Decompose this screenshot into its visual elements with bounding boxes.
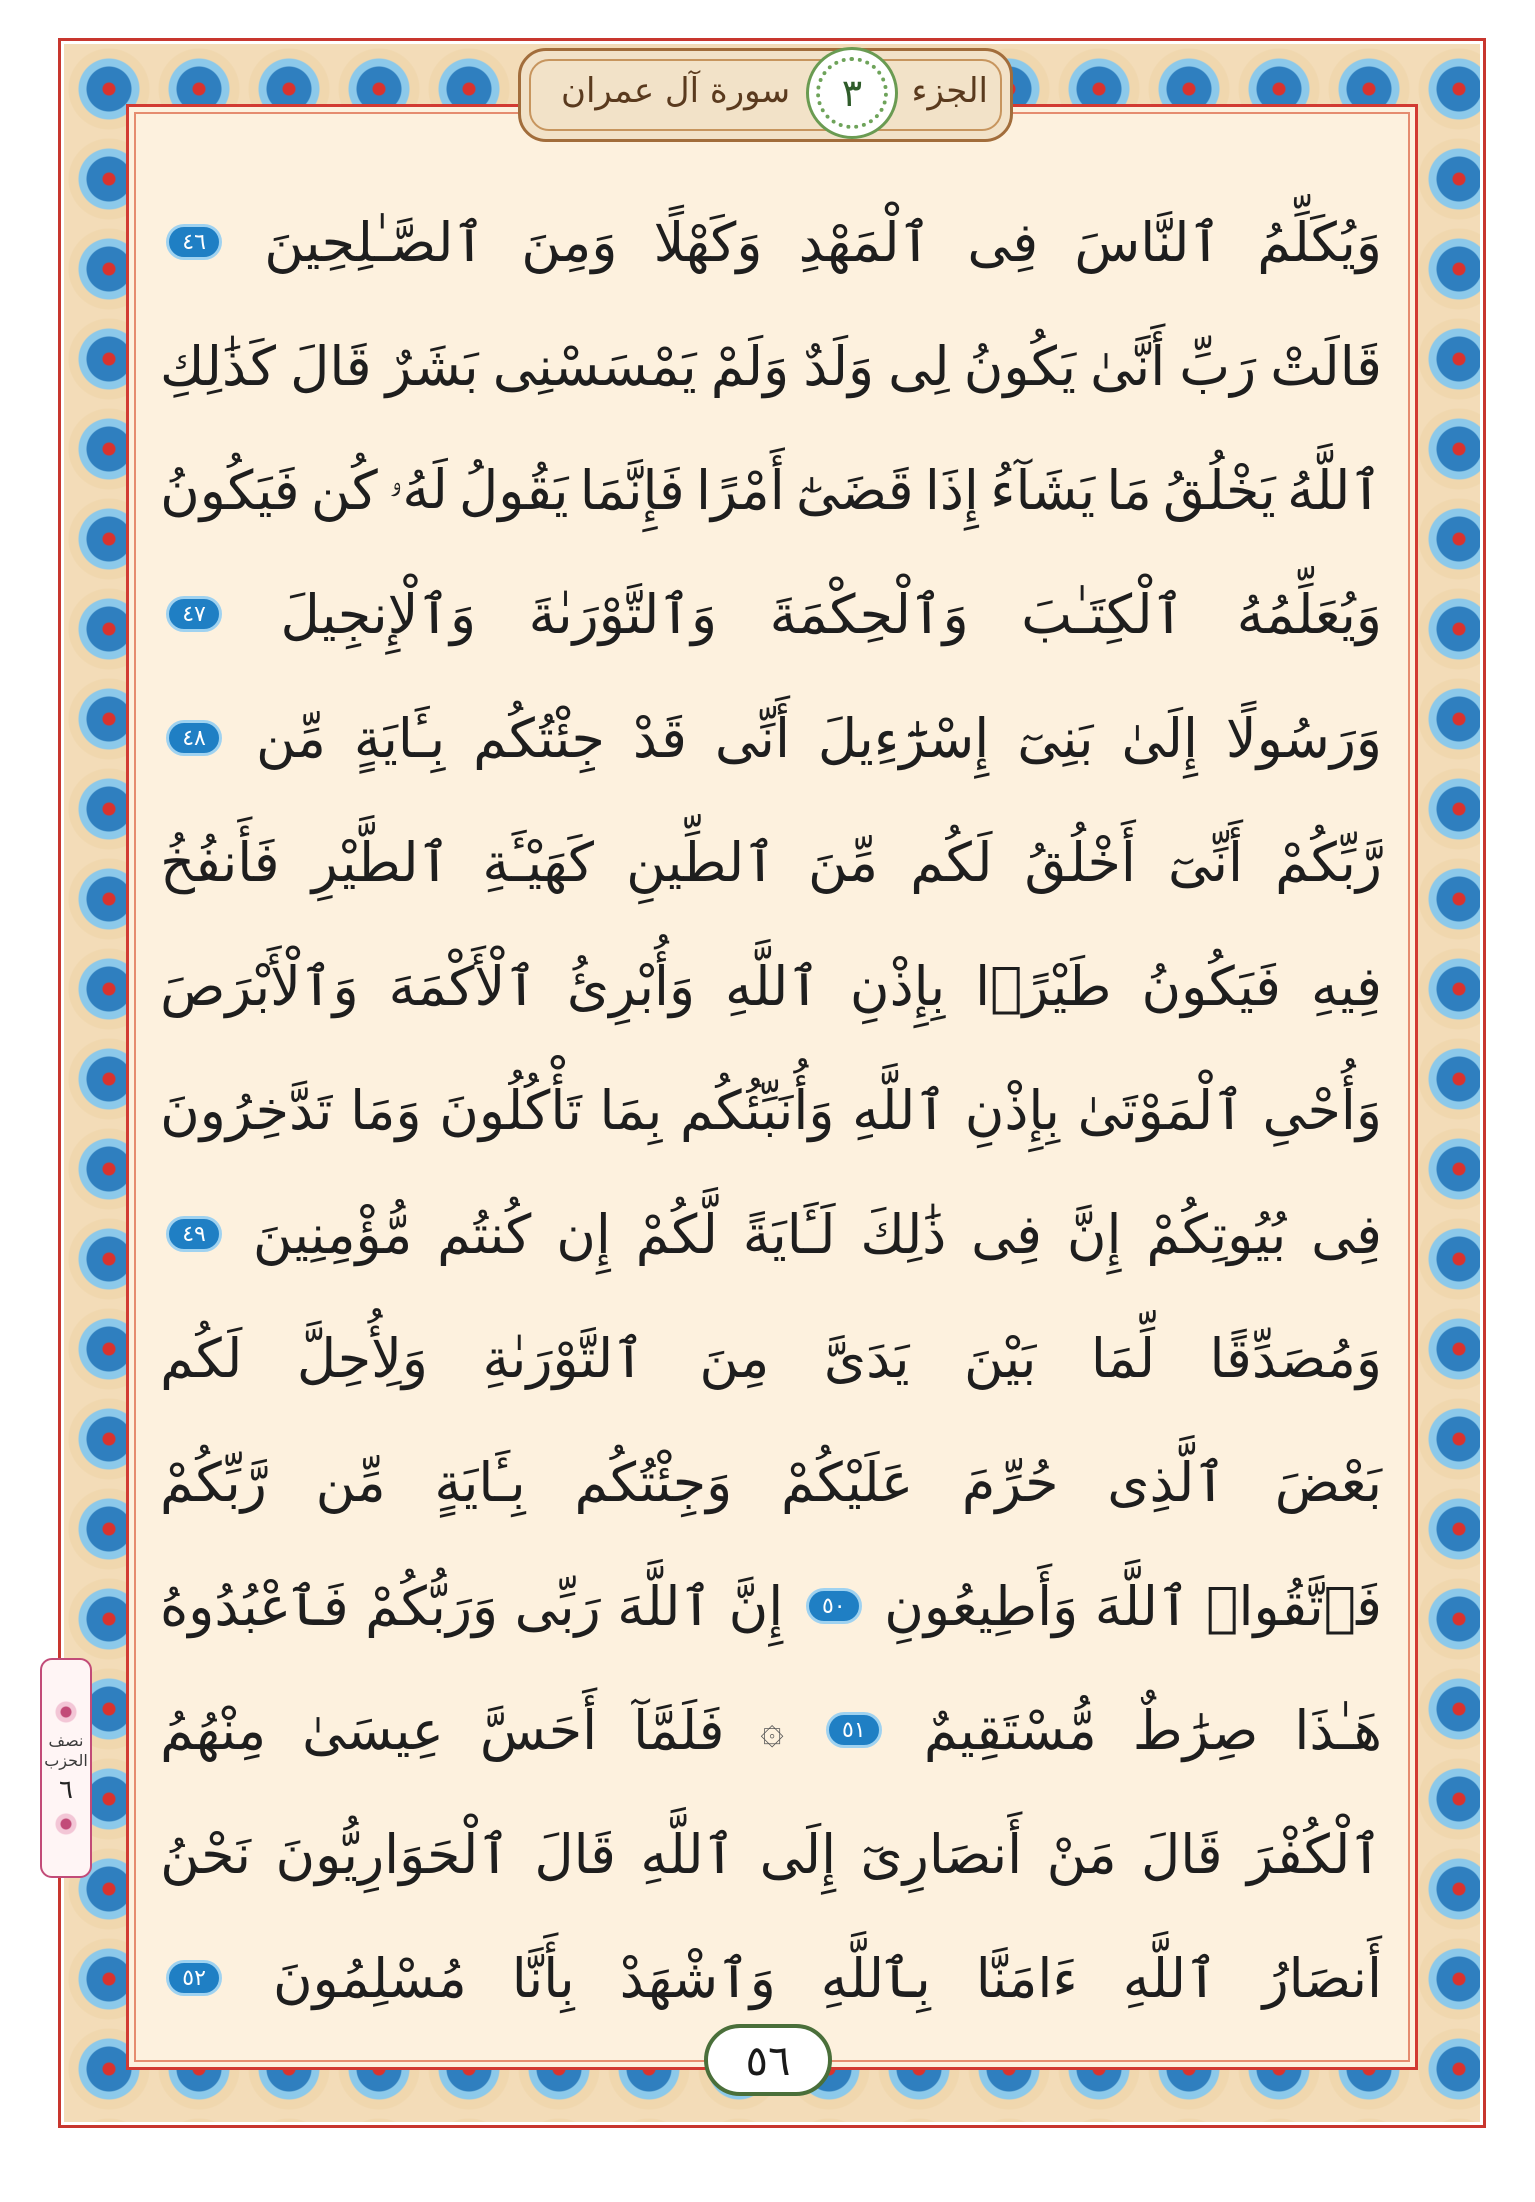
word: لَهُۥ [388,458,448,521]
surah-name: سورة آل عمران [561,71,791,111]
hizb-bottom-ornament-icon [53,1811,79,1837]
word: وَأُحْىِ [1262,1078,1382,1142]
word: ٱلطَّيْرِ [311,830,451,894]
text-line [160,1916,1382,2040]
word: وَٱلتَّوْرَىٰةَ [528,582,718,646]
word: مَنْ [1046,1822,1117,1886]
word: إِنَّ [1066,1202,1122,1266]
word: وَكَهْلًا [653,210,763,274]
word: بِمَا [599,1078,663,1142]
word: ٱلنَّاسَ [1074,210,1222,274]
word: بَيْنَ [963,1326,1037,1390]
word: بِـَٔايَةٍ [434,1450,526,1514]
word: بَشَرٌ [385,334,479,398]
word: تَأْكُلُونَ [439,1078,582,1142]
word: وَأَطِيعُونِ [884,1574,1079,1638]
word: وَٱشْهَدْ [619,1946,776,2010]
word: قَالَ [1141,1822,1223,1886]
word: أَحَسَّ [479,1698,598,1762]
word: بِإِذْنِ [964,1078,1060,1142]
word: فَلَمَّآ [633,1698,725,1762]
word: بِـَٔايَةٍ [353,706,446,770]
word: ٱلصَّـٰلِحِينَ [264,210,486,274]
word: فِى [967,210,1039,274]
word: لِى [888,334,950,398]
word: مُّؤْمِنِينَ [252,1202,413,1266]
text-line [160,1668,1382,1792]
word: بِٱللَّهِ [820,1946,931,2010]
word: وَمِنَ [521,210,618,274]
text-line [160,1172,1382,1296]
word: مِنَ [699,1326,770,1390]
word: وَٱلْأَبْرَصَ [160,954,359,1018]
word: ٱلْكُفْرَ [1246,1822,1382,1886]
word: مُسْلِمُونَ [273,1946,467,2010]
word: وَرَسُولًا [1225,706,1382,770]
word: جِئْتُكُم [473,706,605,770]
word: وَلِأُحِلَّ [296,1326,428,1390]
word: بَعْضَ [1274,1450,1382,1514]
word: بُيُوتِكُمْ [1146,1202,1287,1266]
word: فِى [1311,1202,1382,1266]
word: ٱلَّذِى [1107,1450,1226,1514]
word: فِى [971,1202,1042,1266]
word: إِلَىٰ [1121,706,1198,770]
text-line [160,428,1382,552]
ayah-number-marker: ٥٢ [166,1960,222,1996]
ayah-number-marker: ٤٦ [166,224,222,260]
page-number: ٥٦ [745,2035,791,2085]
word: نَحْنُ [160,1822,252,1886]
word: تَدَّخِرُونَ [160,1078,333,1142]
word: وَمُصَدِّقًا [1209,1326,1382,1390]
word: فِيهِ [1310,954,1382,1018]
word: كُنتُم [437,1202,532,1266]
word: وَٱلْإِنجِيلَ [280,582,477,646]
word: مِنْهُمُ [160,1698,267,1762]
word: وَأُنَبِّئُكُم [679,1078,835,1142]
word: رَّبِّكُمْ [160,1450,267,1514]
hizb-label-line1: نصف [48,1731,84,1750]
word: لَـَٔايَةً [742,1202,836,1266]
quran-text [160,180,1382,2040]
rub-el-hizb-icon: ۞ [760,1707,784,1753]
word: ٱللَّهِ [852,1078,948,1142]
word: وَلَدٌ [803,334,875,398]
word: هَـٰذَا [1294,1698,1382,1762]
word: ٱللَّهَ [617,1574,713,1638]
word: فَٱتَّقُوا۟ [1206,1574,1382,1638]
word: أَنَّىٰ [1090,334,1166,398]
word: كُن [310,458,378,522]
word: وَرَبُّكُمْ [365,1574,499,1638]
word: ٱللَّهِ [1122,1946,1218,2010]
page-number-box [704,2024,832,2096]
word: ٱلطِّينِ [626,830,776,894]
word: مُّسْتَقِيمٌ [923,1698,1097,1762]
word: فَيَكُونُ [1141,954,1281,1018]
word: كَهَيْـَٔةِ [482,830,594,894]
word: أَنصَارِىٓ [860,1822,1023,1886]
ayah-number-marker: ٤٩ [166,1216,222,1252]
word: ٱللَّهُ [1287,458,1382,522]
word: إِذَا [924,458,979,522]
word: أَنِّى [714,706,790,770]
word: أَنِّىٓ [1167,830,1243,894]
word: ٱللَّهَ [1094,1574,1190,1638]
word: أَنصَارُ [1262,1946,1382,2010]
text-line [160,1048,1382,1172]
word: طَيْرًۢا [975,954,1112,1018]
juz-label: الجزء [911,71,988,111]
text-line [160,180,1382,304]
word: قَضَىٰٓ [795,458,914,522]
word: كَذَٰلِكِ [160,334,277,398]
word: لِّمَا [1090,1326,1156,1390]
word: أَخْلُقُ [1024,830,1136,894]
word: يَخْلُقُ [1163,458,1276,522]
word: ٱلْكِتَـٰبَ [1021,582,1185,646]
word: ٱلْأَكْمَهَ [388,954,537,1018]
word: ذَٰلِكَ [860,1202,947,1266]
word: ٱلْمَهْدِ [798,210,932,274]
page-header [518,48,1013,142]
text-line [160,924,1382,1048]
word: ءَامَنَّا [975,1946,1078,2010]
word: وَجِئْتُكُم [574,1450,733,1514]
ayah-number-marker: ٤٨ [166,720,222,756]
hizb-label-line2: الحزب [44,1751,88,1770]
word: ٱلتَّوْرَىٰةِ [482,1326,645,1390]
word: عَلَيْكُمْ [781,1450,914,1514]
text-line [160,1420,1382,1544]
hizb-number: ٦ [59,1775,73,1805]
word: وَيُكَلِّمُ [1257,210,1382,274]
word: إِنَّ [728,1574,784,1638]
word: إِلَى [759,1822,837,1886]
word: إِن [556,1202,611,1266]
text-line [160,800,1382,924]
word: مِّن [255,706,326,770]
word: فَيَكُونُ [160,458,300,522]
word: وَمَا [350,1078,422,1142]
word: يَشَآءُ [990,458,1096,522]
word: بَنِىٓ [1017,706,1094,770]
word: وَلَمْ [710,334,790,398]
word: عِيسَىٰ [302,1698,444,1762]
juz-number-badge [806,47,898,139]
word: مَا [1106,458,1152,522]
word: فَٱعْبُدُوهُ [160,1574,349,1638]
word: ٱللَّهِ [640,1822,736,1886]
word: فَإِنَّمَا [579,458,685,522]
word: يَمْسَسْنِى [492,334,697,398]
word: حُرِّمَ [961,1450,1059,1514]
word: بِأَنَّا [511,1946,575,2010]
text-line [160,1544,1382,1668]
word: رَبِّى [514,1574,601,1638]
word: رَّبِّكُمْ [1275,830,1382,894]
word: ٱلْحَوَارِيُّونَ [275,1822,510,1886]
hizb-top-ornament-icon [53,1699,79,1725]
word: لَكُم [910,830,993,894]
word: قَالَ [534,1822,616,1886]
word: قَالَ [290,334,372,398]
word: أَمْرًا [695,458,785,522]
word: ٱللَّهِ [725,954,820,1018]
word: ٱلْمَوْتَىٰ [1077,1078,1245,1142]
word: وَٱلْحِكْمَةَ [769,582,969,646]
word: فَأَنفُخُ [160,830,280,894]
word: صِرَٰطٌ [1132,1698,1259,1762]
juz-number: ٣ [841,71,863,115]
word: مِّن [315,1450,386,1514]
ayah-number-marker: ٥١ [826,1712,882,1748]
word: يَكُونُ [963,334,1077,398]
word: قَالَتْ [1270,334,1382,398]
word: قَدْ [632,706,687,770]
word: وَيُعَلِّمُهُ [1236,582,1382,646]
word: رَبِّ [1179,334,1257,398]
ayah-number-marker: ٥٠ [806,1588,862,1624]
text-line [160,552,1382,676]
text-line [160,1296,1382,1420]
text-line [160,1792,1382,1916]
word: وَأُبْرِئُ [566,954,696,1018]
text-line [160,304,1382,428]
word: لَكُم [160,1326,243,1390]
word: إِسْرَٰٓءِيلَ [817,706,990,770]
ayah-number-marker: ٤٧ [166,596,222,632]
word: بِإِذْنِ [849,954,946,1018]
word: يَدَىَّ [823,1326,910,1390]
word: مِّنَ [808,830,879,894]
word: لَّكُمْ [635,1202,718,1266]
hizb-marker [40,1658,92,1878]
text-line [160,676,1382,800]
word: يَقُولُ [459,458,569,522]
